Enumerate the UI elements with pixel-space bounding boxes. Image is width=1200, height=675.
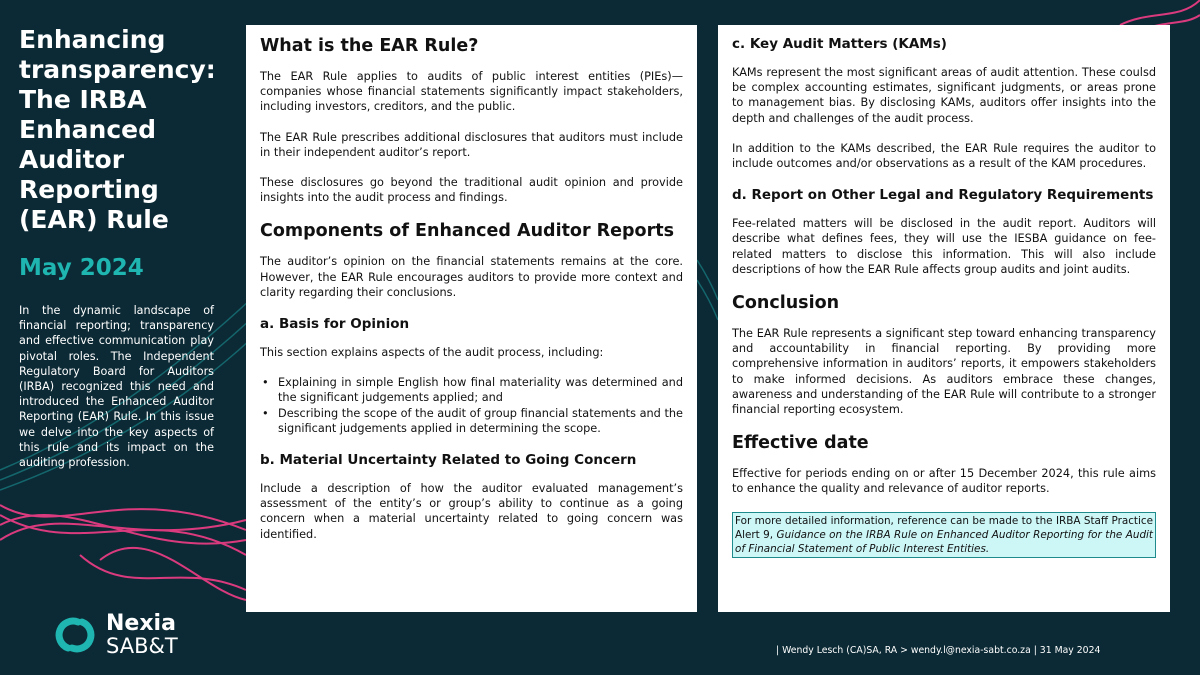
paragraph: Effective for periods ending on or after 15 December 2024, this rule aims to enhance the quality and relevance of auditor reports. <box>732 467 1156 496</box>
list-item: • Describing the scope of the audit of group financial statements and the significant judgements applied in determining the scope. <box>260 406 683 436</box>
intro-text: In the dynamic landscape of financial reporting; transparency and effective communication play pivotal roles. The Independent Regulatory Board for Auditors (IRBA) recognized this need and introduced the Enhanced Auditor Reporting (EAR) Rule. In this issue we delve into the key aspects of this rule and its impact on the auditing profession. <box>19 304 214 470</box>
logo-line1: Nexia <box>106 611 176 636</box>
note-italic-title: Guidance on the IRBA Rule on Enhanced Auditor Reporting for the Audit of Financial Statement of Public Interest Entities. <box>735 528 1153 555</box>
paragraph: KAMs represent the most significant areas of audit attention. These coulsd be complex accounting estimates, significant judgments, or areas prone to management bias. By disclosing KAMs, auditors offer insights into the depth and challenges of the audit process. <box>732 66 1156 125</box>
paragraph: The EAR Rule represents a significant step toward enhancing transparency and accountability in financial reporting. By providing more comprehensive information in auditors’ reports, it empowers stakeholders to make informed decisions. As auditors embrace these changes, awareness and understanding of the EAR Rule will contribute to a stronger financial reporting ecosystem. <box>732 327 1156 417</box>
paragraph: The auditor’s opinion on the financial statements remains at the core. However, the EAR Rule encourages auditors to provide more context and clarity regarding their conclusions. <box>260 255 683 299</box>
heading-going-concern: b. Material Uncertainty Related to Going Concern <box>260 452 637 469</box>
list-item: • Explaining in simple English how final materiality was determined and the significant judgements applied; and <box>260 375 683 405</box>
page-title: Enhancing transparency: The IRBA Enhanced Auditor Reporting (EAR) Rule <box>19 25 216 234</box>
footer-author: | Wendy Lesch (CA)SA, RA > wendy.l@nexia-sabt.co.za | 31 May 2024 <box>776 645 1101 656</box>
heading-other-requirements: d. Report on Other Legal and Regulatory Requirements <box>732 187 1154 204</box>
heading-effective-date: Effective date <box>732 433 869 454</box>
heading-what-is-ear: What is the EAR Rule? <box>260 36 479 56</box>
nexia-logo-icon <box>52 612 98 658</box>
note-text: For more detailed information, reference can be made to the IRBA Staff Practice Alert 9, <box>735 514 1153 541</box>
right-panel <box>718 25 1170 612</box>
paragraph: Include a description of how the auditor evaluated management’s assessment of the entity’s or group’s ability to continue as a going concern when a material uncertainty related to going concern was identified. <box>260 482 683 541</box>
heading-kams: c. Key Audit Matters (KAMs) <box>732 36 947 52</box>
paragraph: The EAR Rule prescribes additional disclosures that auditors must include in their independent auditor’s report. <box>260 130 683 159</box>
heading-components: Components of Enhanced Auditor Reports <box>260 221 674 242</box>
logo-line2: SAB&T <box>106 634 178 658</box>
paragraph: In addition to the KAMs described, the EAR Rule requires the auditor to include outcomes and/or observations as a result of the KAM procedures. <box>732 141 1156 171</box>
issue-date: May 2024 <box>19 255 144 281</box>
heading-basis-for-opinion: a. Basis for Opinion <box>260 316 410 333</box>
paragraph: This section explains aspects of the audit process, including: <box>260 346 604 360</box>
paragraph: Fee-related matters will be disclosed in the audit report. Auditors will describe what defines fees, they will use the IESBA guidance on fee-related matters to disclose this information. This will also include descriptions of how the EAR Rule affects group audits and joint audits. <box>732 217 1156 276</box>
nexia-logo <box>52 612 178 658</box>
bullet-list <box>260 375 683 436</box>
paragraph: The EAR Rule applies to audits of public interest entities (PIEs)—companies whose financial statements significantly impact stakeholders, including investors, creditors, and the public. <box>260 70 683 114</box>
paragraph: These disclosures go beyond the traditional audit opinion and provide insights into the audit process and findings. <box>260 176 683 205</box>
left-panel <box>246 25 697 612</box>
heading-conclusion: Conclusion <box>732 293 840 314</box>
sidebar <box>19 25 214 470</box>
reference-note <box>732 512 1156 558</box>
